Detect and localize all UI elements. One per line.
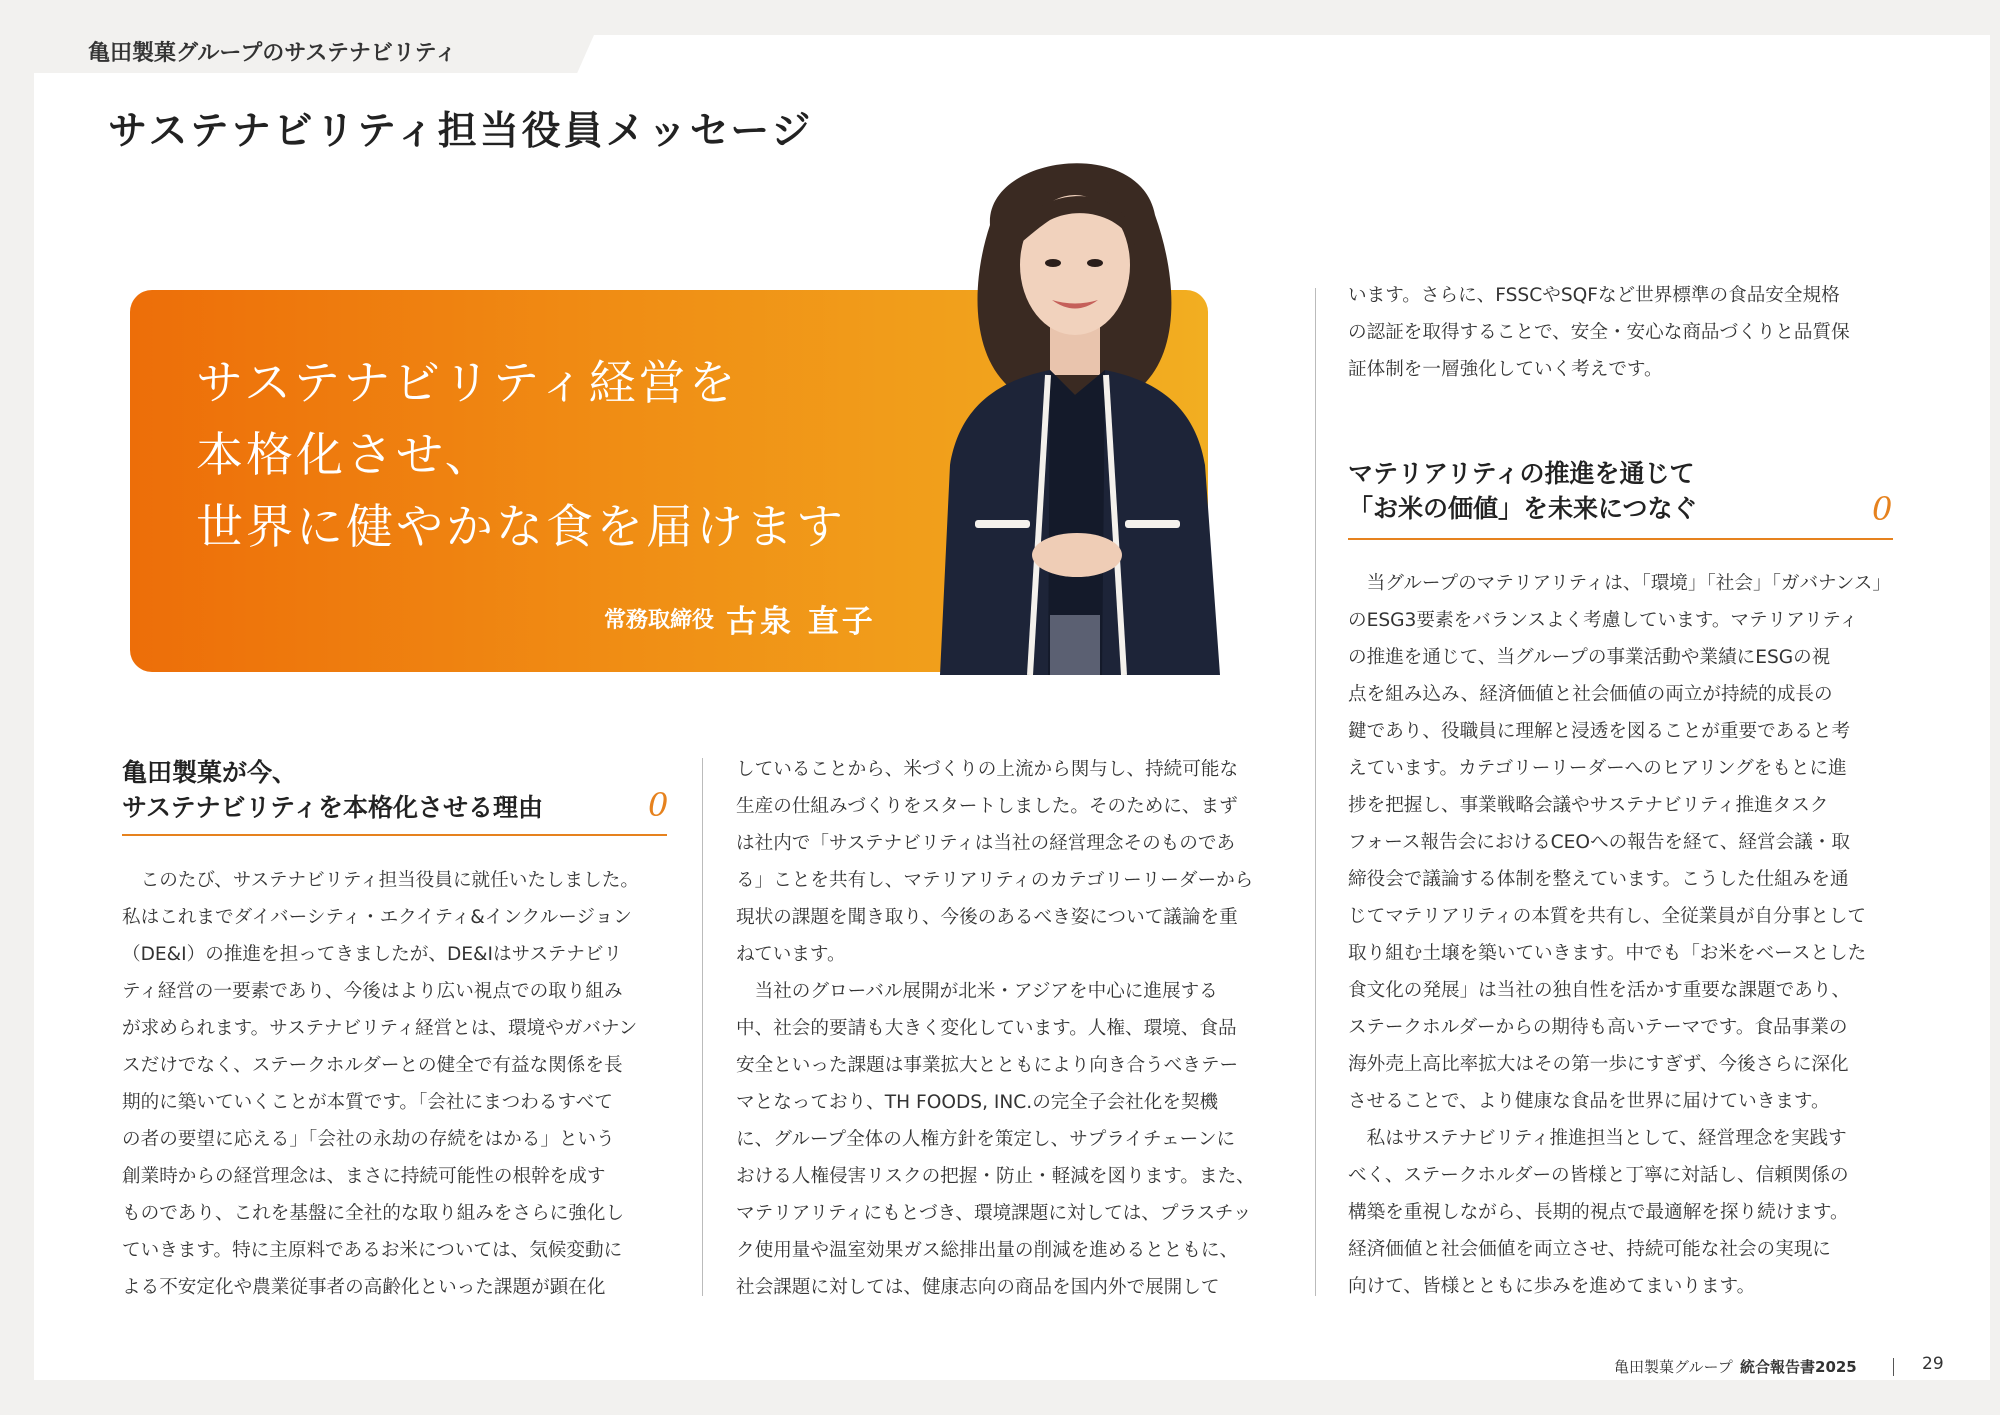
body-line: の認証を取得することで、安全・安心な商品づくりと品質保 — [1348, 322, 1850, 343]
body-line: 締役会で議論する体制を整えています。こうした仕組みを通 — [1348, 869, 1849, 890]
executive-role: 常務取締役 — [604, 608, 715, 633]
body-line: 現状の課題を聞き取り、今後のあるべき姿について議論を重 — [736, 907, 1238, 928]
body-line: マとなっており、TH FOODS, INC.の完全子会社化を契機 — [736, 1092, 1219, 1113]
hero-headline-line: 本格化させ、 — [196, 428, 495, 483]
body-line: していることから、米づくりの上流から関与し、持続可能な — [736, 759, 1239, 780]
body-line: 証体制を一層強化していく考えです。 — [1348, 359, 1663, 380]
section-heading-rule — [122, 834, 667, 836]
body-line: 海外売上高比率拡大はその第一歩にすぎず、今後さらに深化 — [1348, 1054, 1849, 1075]
page-number: 29 — [1922, 1354, 1944, 1374]
section-heading-line: サステナビリティを本格化させる理由 — [122, 793, 544, 822]
executive-signature — [604, 596, 876, 641]
body-line: が求められます。サステナビリティ経営とは、環境やガバナン — [122, 1018, 638, 1039]
body-line: 当社のグローバル展開が北米・アジアを中心に進展する — [736, 981, 1218, 1002]
section-heading-line: 「お米の価値」を未来につなぐ — [1348, 494, 1698, 523]
portrait-illustration — [880, 135, 1280, 675]
body-line: 経済価値と社会価値を両立させ、持続可能な社会の実現に — [1348, 1239, 1831, 1260]
body-line: のESG3要素をバランスよく考慮しています。マテリアリティ — [1348, 610, 1858, 631]
body-line: 当グループのマテリアリティは、「環境」「社会」「ガバナンス」 — [1348, 573, 1891, 594]
body-column-3-top — [1348, 277, 1893, 388]
body-line: 中、社会的要請も大きく変化しています。人権、環境、食品 — [736, 1018, 1237, 1039]
body-line: 社会課題に対しては、健康志向の商品を国内外で展開して — [736, 1277, 1220, 1298]
body-column-3 — [1348, 565, 1893, 1305]
body-line: べく、ステークホルダーの皆様と丁寧に対話し、信頼関係の — [1348, 1165, 1849, 1186]
section-heading-rule — [1348, 538, 1893, 540]
body-line: 点を組み込み、経済価値と社会価値の両立が持続的成長の — [1348, 684, 1833, 705]
section-tab: 亀田製菓グループのサステナビリティ — [88, 41, 457, 66]
executive-name: 古泉 直子 — [726, 604, 876, 640]
body-line: ねています。 — [736, 944, 846, 965]
column-divider — [702, 758, 703, 1296]
footer-separator — [1893, 1358, 1894, 1376]
body-line: 期的に築いていくことが本質です。「会社にまつわるすべて — [122, 1092, 613, 1113]
rice-grain-icon: 0 — [648, 786, 669, 824]
body-column-1 — [122, 862, 667, 1306]
section-heading-2 — [1348, 456, 1698, 526]
body-line: このたび、サステナビリティ担当役員に就任いたしました。 — [122, 870, 639, 891]
executive-portrait — [880, 135, 1280, 675]
body-line: 食文化の発展」は当社の独自性を活かす重要な課題であり、 — [1348, 980, 1851, 1001]
body-line: 生産の仕組みづくりをスタートしました。そのために、まず — [736, 796, 1238, 817]
body-line: います。さらに、FSSCやSQFなど世界標準の食品安全規格 — [1348, 285, 1840, 306]
rice-grain-icon: 0 — [1872, 490, 1893, 528]
column-divider — [1315, 288, 1316, 1296]
section-heading-1 — [122, 755, 543, 825]
body-line: させることで、より健康な食品を世界に届けていきます。 — [1348, 1091, 1830, 1112]
body-line: の推進を通じて、当グループの事業活動や業績にESGの視 — [1348, 647, 1831, 668]
body-line: に、グループ全体の人権方針を策定し、サプライチェーンに — [736, 1129, 1236, 1150]
section-heading-line: 亀田製菓が今、 — [122, 758, 298, 787]
body-line: （DE&I）の推進を担ってきましたが、DE&Iはサステナビリ — [122, 944, 623, 965]
body-column-2 — [736, 751, 1281, 1306]
body-line: フォース報告会におけるCEOへの報告を経て、経営会議・取 — [1348, 832, 1850, 853]
body-line: ティ経営の一要素であり、今後はより広い視点での取り組み — [122, 981, 623, 1002]
body-line: 向けて、皆様とともに歩みを進めてまいります。 — [1348, 1276, 1756, 1297]
body-line: は社内で「サステナビリティは当社の経営理念そのものであ — [736, 833, 1236, 854]
footer-report-title: 統合報告書2025 — [1740, 1358, 1857, 1376]
page-title: サステナビリティ担当役員メッセージ — [108, 109, 814, 154]
body-line: マテリアリティにもとづき、環境課題に対しては、プラスチッ — [736, 1203, 1252, 1224]
section-heading-line: マテリアリティの推進を通じて — [1348, 459, 1695, 488]
footer-company: 亀田製菓グループ — [1614, 1358, 1733, 1376]
body-line: えています。カテゴリーリーダーへのヒアリングをもとに進 — [1348, 758, 1847, 779]
body-line: 構築を重視しながら、長期的視点で最適解を探り続けます。 — [1348, 1202, 1849, 1223]
body-line: おける人権侵害リスクの把握・防止・軽減を図ります。また、 — [736, 1166, 1255, 1187]
body-line: 安全といった課題は事業拡大とともにより向き合うべきテー — [736, 1055, 1239, 1076]
body-line: 鍵であり、役職員に理解と浸透を図ることが重要であると考 — [1348, 721, 1851, 742]
body-line: スだけでなく、ステークホルダーとの健全で有益な関係を長 — [122, 1055, 623, 1076]
body-line: よる不安定化や農業従事者の高齢化といった課題が顕在化 — [122, 1277, 606, 1298]
body-line: ステークホルダーからの期待も高いテーマです。食品事業の — [1348, 1017, 1848, 1038]
hero-headline-line: サステナビリティ経営を — [196, 356, 739, 411]
hero-headline-line: 世界に健やかな食を届けます — [196, 500, 846, 555]
body-line: ていきます。特に主原料であるお米については、気候変動に — [122, 1240, 623, 1261]
body-line: ク使用量や温室効果ガス総排出量の削減を進めるとともに、 — [736, 1240, 1239, 1261]
body-line: 捗を把握し、事業戦略会議やサステナビリティ推進タスク — [1348, 795, 1829, 816]
body-line: 私はサステナビリティ推進担当として、経営理念を実践す — [1348, 1128, 1847, 1149]
hero-headline — [196, 348, 916, 564]
body-line: じてマテリアリティの本質を共有し、全従業員が自分事として — [1348, 906, 1867, 927]
body-line: 取り組む土壌を築いていきます。中でも「お米をベースとした — [1348, 943, 1867, 964]
body-line: の者の要望に応える」「会社の永劫の存続をはかる」という — [122, 1129, 615, 1150]
body-line: 創業時からの経営理念は、まさに持続可能性の根幹を成す — [122, 1166, 606, 1187]
body-line: ものであり、これを基盤に全社的な取り組みをさらに強化し — [122, 1203, 625, 1224]
body-line: る」ことを共有し、マテリアリティのカテゴリーリーダーから — [736, 870, 1254, 891]
body-line: 私はこれまでダイバーシティ・エクイティ&インクルージョン — [122, 907, 632, 928]
